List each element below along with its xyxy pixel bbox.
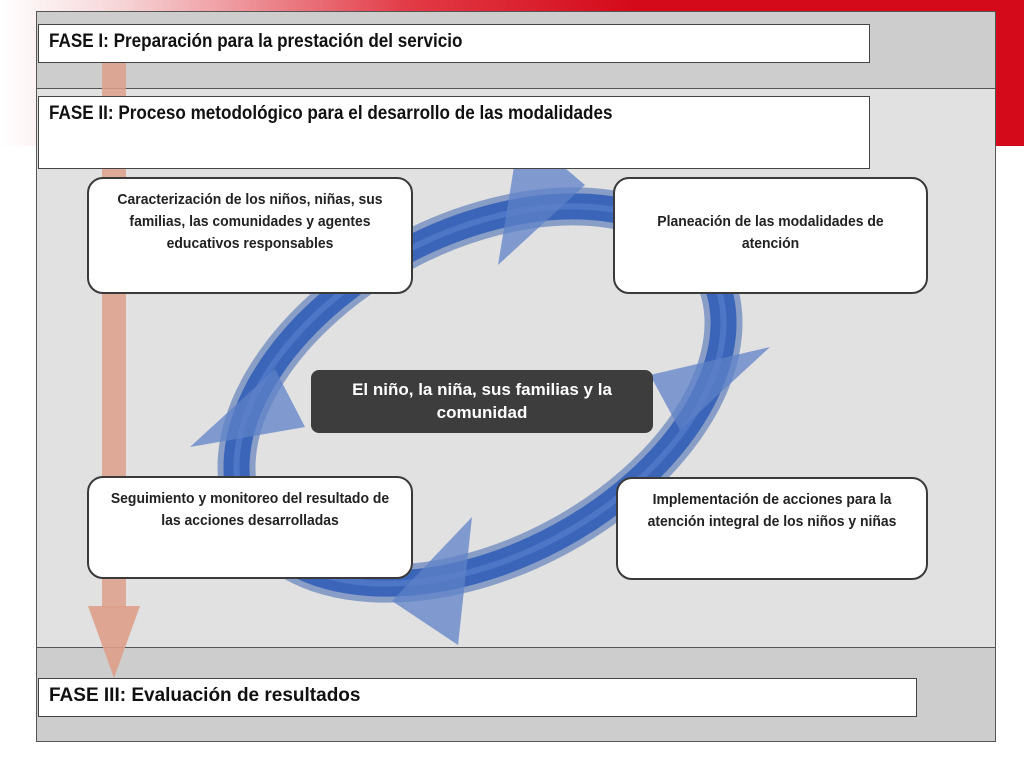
phase-two-title — [38, 96, 870, 169]
center-focus — [311, 370, 653, 433]
step-follow-up-label: Seguimiento y monitoreo del resultado de las acciones desarrolladas — [110, 490, 390, 529]
phase-three-title — [38, 678, 917, 717]
phase-one-label: FASE I: Preparación para la prestación del servicio — [49, 31, 463, 52]
step-planning-label: Planeación de las modalidades de atención — [657, 213, 884, 252]
phase-two-label: FASE II: Proceso metodológico para el desarrollo de las modalidades — [49, 103, 613, 124]
step-follow-up — [87, 476, 413, 579]
step-characterization — [87, 177, 413, 294]
step-implementation-label: Implementación de acciones para la atención integral de los niños y niñas — [647, 491, 897, 530]
phase-one-title — [38, 24, 870, 63]
phase-three-label: FASE III: Evaluación de resultados — [49, 685, 361, 706]
center-focus-label: El niño, la niña, sus familias y la comunidad — [352, 379, 612, 422]
step-characterization-label: Caracterización de los niños, niñas, sus familias, las comunidades y agentes educativos responsables — [117, 191, 383, 252]
step-planning — [613, 177, 928, 294]
step-implementation — [616, 477, 928, 580]
